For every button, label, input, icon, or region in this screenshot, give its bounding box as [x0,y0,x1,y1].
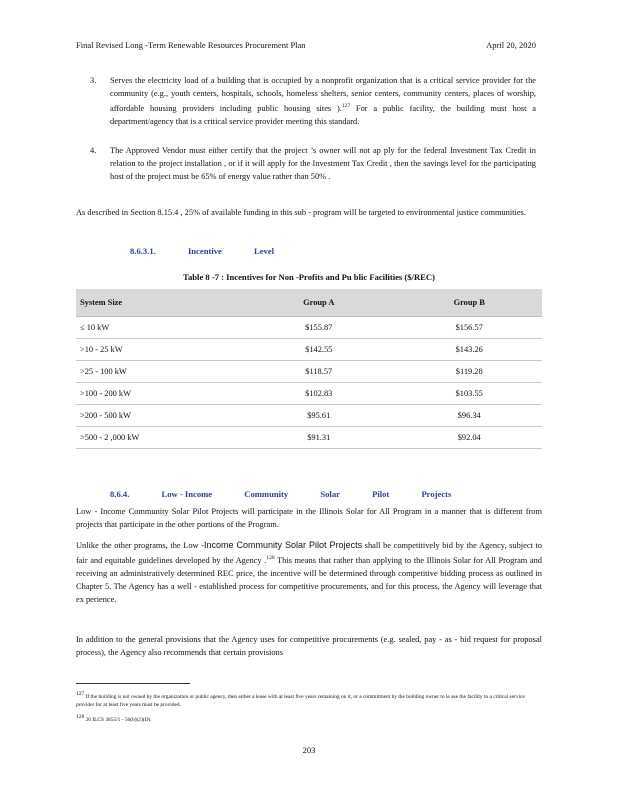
subsection-heading-incentive-level [130,246,304,256]
subsection-number: 8.6.3.1. [130,246,156,256]
cell-group-b: $96.34 [396,405,542,427]
cell-system-size: ≤ 10 kW [76,317,241,339]
cell-system-size: >200 - 500 kW [76,405,241,427]
column-header-group-a: Group A [241,289,396,317]
subsection-title-part: Incentive [187,246,222,256]
table-row [76,339,542,361]
paragraph-competitive-bid [76,539,542,606]
footnote-separator [76,683,190,684]
cell-system-size: >25 - 100 kW [76,361,241,383]
running-header-left: Final Revised Long -Term Renewable Resources Procurement Plan [76,40,306,50]
table-row [76,383,542,405]
cell-group-a: $118.57 [241,361,396,383]
list-number: 4. [90,146,97,155]
subsection-number: 8.6.4. [110,489,130,499]
cell-group-b: $119.28 [396,361,542,383]
footnote-mark: 127 [76,691,85,697]
table-row [76,427,542,449]
cell-group-b: $156.57 [396,317,542,339]
text-run: shall be competitively bid by the Agency, subject to fair and equitable guidelines developed by the Agency . [76,541,542,565]
cell-group-b: $92.04 [396,427,542,449]
cell-group-b: $143.26 [396,339,542,361]
text-run: Unlike the other programs, the Low - [76,541,204,550]
column-header-group-b: Group B [396,289,542,317]
cell-group-a: $91.31 [241,427,396,449]
footnote-text: If the building is not owned by the organization or public agency, then either a lease with at least five years remaining on it, or a commitment by the building owner to le ase the facility to a critical service provider for at least five years must be provided. [76,693,525,708]
cell-system-size: >500 - 2 ,000 kW [76,427,241,449]
cell-system-size: >100 - 200 kW [76,383,241,405]
table-row [76,317,542,339]
table-caption: Table 8 -7 : Incentives for Non -Profits and Pu blic Facilities ($/REC) [183,272,435,282]
footnote-mark: 128 [76,714,85,720]
list-item [90,74,536,128]
text-run: This means that rather than applying to the Illinois Solar for All Program and receiving an administratively determined REC price, the incentive will be determined through competitive bidding process as outlined in Chapter 5. The Agency has a well - established process for competitive procurements, and for this process, the Agency will leverage that ex perience. [76,555,542,604]
subsection-title-part: Pilot [372,489,390,499]
page-number: 203 [302,745,316,755]
footnote [76,690,542,709]
footnote-text: 20 ILCS 3855/1 - 56(b)(2)(D). [84,716,152,723]
subsection-title-part: Projects [421,489,452,499]
column-header-system-size: System Size [76,289,241,317]
subsection-title-part: Level [254,246,275,256]
emphasis-text: Income Community Solar Pilot Projects [203,540,363,550]
paragraph-low-income-intro: Low - Income Community Solar Pilot Projects will participate in the Illinois Solar for All Program in a manner that is different from projects that participate in the other portions of the Program. [76,507,542,529]
footnote-ref[interactable]: 127 [341,103,351,109]
list-item-body: The Approved Vendor must either certify that the project ’s owner will not ap ply for the federal Investment Tax Credit in relation to the project installation , or if it will apply for the Investment Tax Credit , then the savings level for the participating host of the project must be 65% of energy value rather than 50% . [110,146,536,181]
table-row [76,405,542,427]
cell-group-b: $103.55 [396,383,542,405]
list-item-text: Serves the electricity load of a building that is occupied by a nonprofit organization that is a critical service provider for the community (e.g., youth centers, hospitals, schools, homeless shelters, senior centers, community centers, places of worship, affordable housing providers including public housing sites ). [110,76,536,113]
cell-group-a: $155.87 [241,317,396,339]
list-item [90,144,536,183]
running-header-date: April 20, 2020 [486,40,536,50]
table-row [76,361,542,383]
cell-group-a: $95.61 [241,405,396,427]
footnote [76,713,542,724]
subsection-title-part: Community [244,489,289,499]
subsection-title-part: Low - Income [161,489,213,499]
subsection-title-part: Solar [320,489,340,499]
subsection-heading-low-income-solar [110,489,481,499]
paragraph-additional-provisions: In addition to the general provisions that the Agency uses for competitive procurements (e.g. sealed, pay - as - bid request for proposal process), the Agency also recommends that certain provisions [76,635,542,657]
list-item-text-cont: For a public facility, the building must host a department/agency that is a critical service provider meeting this standard. [110,103,536,126]
list-number: 3. [90,76,97,85]
cell-system-size: >10 - 25 kW [76,339,241,361]
list-item-body [110,74,536,128]
cell-group-a: $102.83 [241,383,396,405]
incentives-table [76,289,542,449]
paragraph-section-reference: As described in Section 8.15.4 , 25% of available funding in this sub - program will be targeted to environmental justice communities. [76,208,526,217]
table-header-row [76,289,542,317]
footnote-ref[interactable]: 128 [266,555,275,561]
cell-group-a: $142.55 [241,339,396,361]
